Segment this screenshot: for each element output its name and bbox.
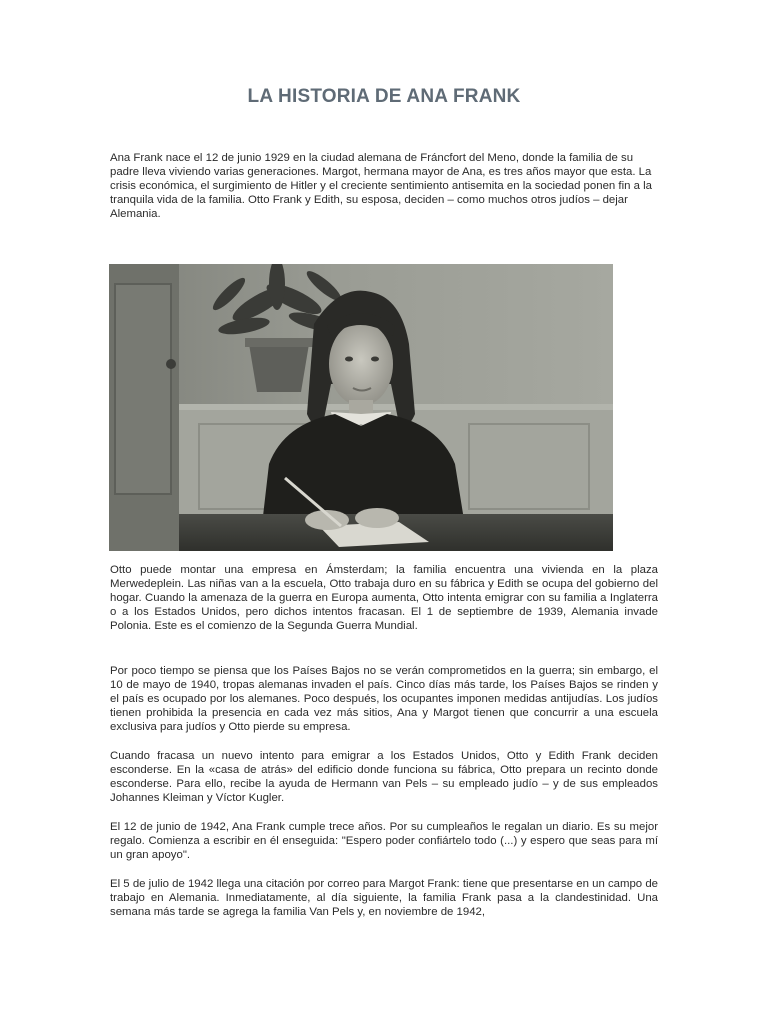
page-title: LA HISTORIA DE ANA FRANK: [247, 86, 521, 107]
paragraph-intro: Ana Frank nace el 12 de junio 1929 en la ciudad alemana de Fráncfort del Meno, donde la familia de su padre lleva viviendo varias generaciones. Margot, hermana mayor de Ana, es tres años mayor que esta. La crisis económica, el surgimiento de Hitler y el creciente sentimiento antisemita en la sociedad ponen fin a la tranquila vida de la familia. Otto Frank y Edith, su esposa, deciden – como muchos otros judíos – dejar Alemania.: [110, 152, 652, 220]
paragraph-amsterdam: Otto puede montar una empresa en Ámsterdam; la familia encuentra una vivienda en la plaza Merwedeplein. Las niñas van a la escuela, Otto trabaja duro en su fábrica y Edith se ocupa del gobierno del hogar. Cuando la amenaza de la guerra en Europa aumenta, Otto intenta emigrar con su familia a Inglaterra o a los Estados Unidos, pero dichos intentos fracasan. El 1 de septiembre de 1939, Alemania invade Polonia. Este es el comienzo de la Segunda Guerra Mundial.: [110, 564, 658, 632]
paragraph-invasion: Por poco tiempo se piensa que los Países Bajos no se verán comprometidos en la guerra; sin embargo, el 10 de mayo de 1940, tropas alemanas invaden el país. Cinco días más tarde, los Países Bajos se rinden y el país es ocupado por los alemanes. Poco después, los ocupantes imponen medidas antijudías. Los judíos tienen prohibida la presencia en cada vez más sitios, Ana y Margot tienen que concurrir a una escuela exclusiva para judíos y Otto pierde su empresa.: [110, 665, 658, 733]
portrait-photo: [109, 264, 613, 551]
paragraph-citation: El 5 de julio de 1942 llega una citación por correo para Margot Frank: tiene que presentarse en un campo de trabajo en Alemania. Inmediatamente, al día siguiente, la familia Frank pasa a la clandestinidad. Una semana más tarde se agrega la familia Van Pels y, en noviembre de 1942,: [110, 878, 658, 918]
paragraph-hiding: Cuando fracasa un nuevo intento para emigrar a los Estados Unidos, Otto y Edith Frank deciden esconderse. En la «casa de atrás» del edificio donde funciona su fábrica, Otto prepara un recinto donde esconderse. Para ello, recibe la ayuda de Hermann van Pels – su empleado judío – y de sus empleados Johannes Kleiman y Víctor Kugler.: [110, 750, 658, 804]
paragraph-diary: El 12 de junio de 1942, Ana Frank cumple trece años. Por su cumpleaños le regalan un diario. Es su mejor regalo. Comienza a escribir en él enseguida: "Espero poder confiártelo todo (...) y espero que seas para mí un gran apoyo".: [110, 821, 658, 861]
